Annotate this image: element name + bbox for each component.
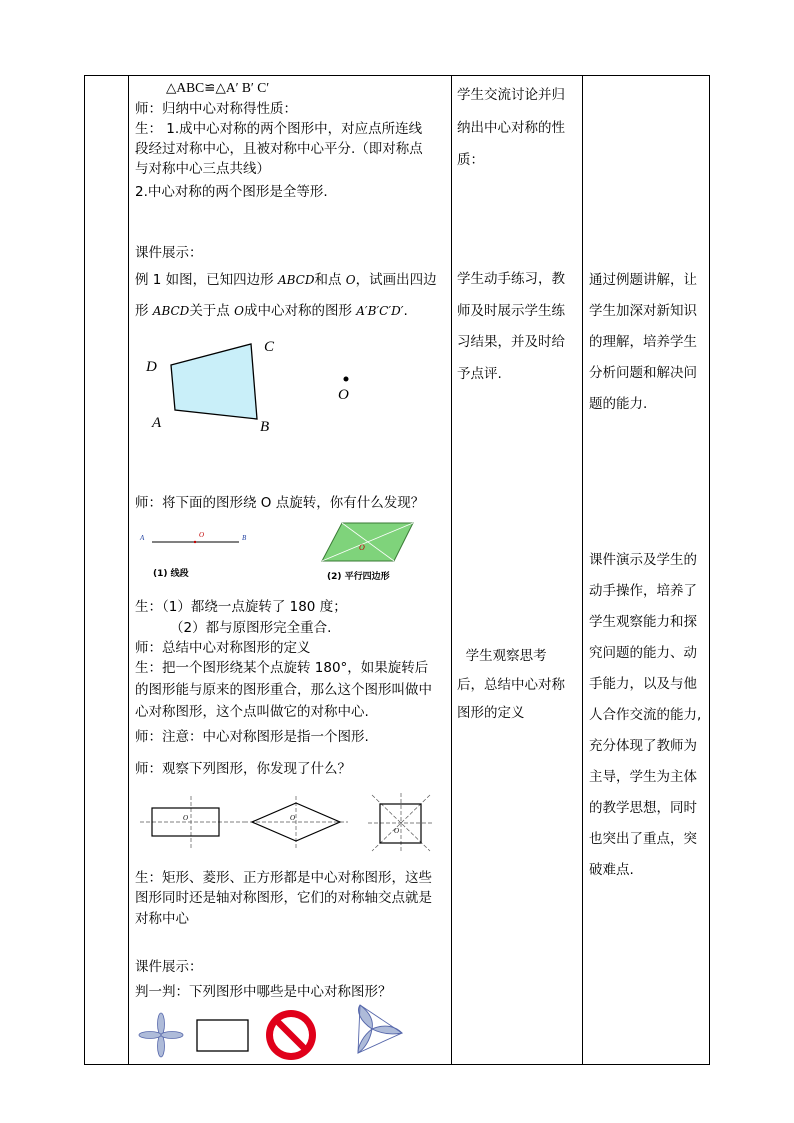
col4-b2-line-7: 充分体现了教师为: [589, 738, 697, 754]
col4-b1-line-3: 的理解，培养学生: [589, 334, 697, 350]
answer-line-2: （2）都与原图形完全重合.: [170, 620, 332, 636]
property-line-3: 与对称中心三点共线）: [135, 161, 270, 177]
table-col-line-2: [128, 75, 129, 1065]
parallelogram-caption: (2) 平行四边形: [327, 572, 390, 582]
ex2-abcd: ABCD: [152, 304, 190, 318]
definition-question: 师：总结中心对称图形的定义: [135, 640, 311, 656]
col3-b1-line-2: 纳出中心对称的性: [457, 119, 565, 136]
col4-b2-line-8: 主导，学生为主体: [589, 769, 697, 785]
table-top-border: [84, 75, 710, 76]
col4-b2-line-2: 动手操作，培养了: [589, 583, 697, 599]
col4-b2-line-11: 破难点.: [589, 862, 634, 878]
ex1-text-c: ，试画出四边: [355, 272, 437, 288]
judge-shapes-figure: [130, 1003, 450, 1061]
col3-b3-line-2: 后，总结中心对称: [457, 676, 565, 693]
seg-label-a: A: [140, 534, 145, 542]
col3-block-2: [457, 267, 579, 387]
teacher-note: 师：注意：中心对称图形是指一个图形.: [135, 729, 369, 745]
rotate-question: 师：将下面的图形绕 O 点旋转，你有什么发现？: [135, 495, 425, 511]
quadrilateral-abcd: [171, 344, 257, 419]
ex1-text-a: 例 1 如图，已知四边形: [135, 272, 278, 288]
rect-label-o: O: [183, 814, 189, 822]
col3-b3-line-1: 学生观察思考: [457, 648, 547, 664]
col4-b2-line-5: 手能力，以及与他: [589, 676, 697, 692]
segment-center: [194, 541, 196, 543]
col3-b1-line-1: 学生交流讨论并归: [457, 87, 565, 103]
table-col-line-3: [451, 75, 452, 1065]
ex2-text-b: 关于点: [189, 303, 235, 319]
property-line-2: 段经过对称中心，且被对称中心平分.（即对称点: [135, 141, 423, 157]
ex2-text-d: .: [403, 303, 408, 319]
col3-b2-line-4: 予点评.: [457, 365, 502, 382]
congruence-line: △ABC≌△A′ B′ C′: [166, 80, 270, 95]
col4-b1-line-5: 题的能力.: [589, 396, 648, 412]
para-label-o: O: [359, 543, 365, 552]
definition-line-1: 生：把一个图形绕某个点旋转 180°，如果旋转后: [135, 660, 429, 676]
col4-block-2: [589, 545, 711, 886]
point-o: [344, 377, 349, 382]
col4-block-1: [589, 265, 711, 420]
label-a: A: [152, 415, 162, 431]
ex1-abcd: ABCD: [277, 273, 315, 287]
square-label-o: O: [394, 827, 400, 835]
courseware-label-1: 课件展示：: [135, 245, 203, 261]
col3-b2-line-2: 师及时展示学生练: [457, 302, 565, 319]
label-c: C: [264, 339, 275, 355]
label-b: B: [260, 419, 270, 435]
conclusion-line-3: 对称中心: [135, 911, 189, 927]
col3-b1-line-3: 质：: [457, 152, 484, 168]
judge-rectangle: [197, 1020, 248, 1051]
example-1-line-2: [135, 302, 408, 321]
col3-block-1: [457, 83, 579, 174]
col4-b1-line-1: 通过例题讲解，让: [589, 272, 697, 288]
ex2-text-a: 形: [135, 303, 153, 319]
seg-label-o: O: [199, 531, 205, 539]
label-o: O: [338, 387, 349, 403]
ex2-text-c: 成中心对称的图形: [243, 303, 357, 319]
col3-block-3: [457, 644, 579, 727]
definition-line-3: 心对称图形，这个点叫做它的对称中心.: [135, 704, 369, 720]
label-d: D: [146, 359, 157, 375]
judge-question: 判一判：下列图形中哪些是中心对称图形？: [135, 984, 392, 1000]
seg-label-b: B: [242, 534, 247, 542]
col4-b2-line-3: 学生观察能力和探: [589, 614, 697, 630]
col3-b2-line-1: 学生动手练习，教: [457, 271, 565, 287]
col4-b2-line-10: 也突出了重点，突: [589, 831, 697, 847]
col4-b1-line-4: 分析问题和解决问: [589, 365, 697, 381]
propeller-shape: [139, 1013, 183, 1057]
table-bottom-border: [84, 1064, 710, 1065]
col4-b2-line-1: 课件演示及学生的: [589, 552, 697, 568]
segment-parallelogram-figure: [135, 520, 435, 585]
definition-line-2: 的图形能与原来的图形重合，那么这个图形叫做中: [135, 682, 432, 698]
col4-b2-line-4: 究问题的能力、动: [589, 645, 697, 661]
ex1-o: O: [345, 273, 356, 287]
col4-b1-line-2: 学生加深对新知识: [589, 303, 697, 319]
rhombus-label-o: O: [290, 814, 296, 822]
col4-b2-line-9: 的教学思想，同时: [589, 800, 697, 816]
col3-b3-line-3: 图形的定义: [457, 705, 525, 721]
property-line-1: 生： 1.成中心对称的两个图形中，对应点所连线: [135, 121, 423, 137]
table-col-line-4: [582, 75, 583, 1065]
ex2-prime: A′B′C′D′: [356, 304, 404, 318]
ex2-o: O: [234, 304, 244, 318]
col4-b2-line-6: 人合作交流的能力,: [589, 707, 702, 723]
observe-question: 师：观察下列图形，你发现了什么？: [135, 761, 351, 777]
ex1-text-b: 和点: [314, 272, 346, 288]
conclusion-line-2: 图形同时还是轴对称图形，它们的对称轴交点就是: [135, 890, 432, 906]
no-entry-sign: [266, 1010, 316, 1060]
example-1-line-1: [135, 271, 437, 290]
symmetric-shapes-figure: [136, 790, 446, 855]
segment-caption: (1) 线段: [153, 569, 189, 579]
property-line-4: 2.中心对称的两个图形是全等形.: [135, 184, 328, 200]
three-blade-shape: [358, 1005, 402, 1053]
table-col-line-1: [84, 75, 85, 1065]
col3-b2-line-3: 习结果，并及时给: [457, 334, 565, 350]
courseware-label-2: 课件展示：: [135, 959, 203, 975]
quadrilateral-figure: [140, 333, 380, 438]
conclusion-line-1: 生：矩形、菱形、正方形都是中心对称图形，这些: [135, 870, 432, 886]
teacher-summarize-properties: 师：归纳中心对称得性质：: [135, 101, 297, 117]
answer-line-1: 生：（1）都绕一点旋转了 180 度；: [135, 599, 347, 615]
